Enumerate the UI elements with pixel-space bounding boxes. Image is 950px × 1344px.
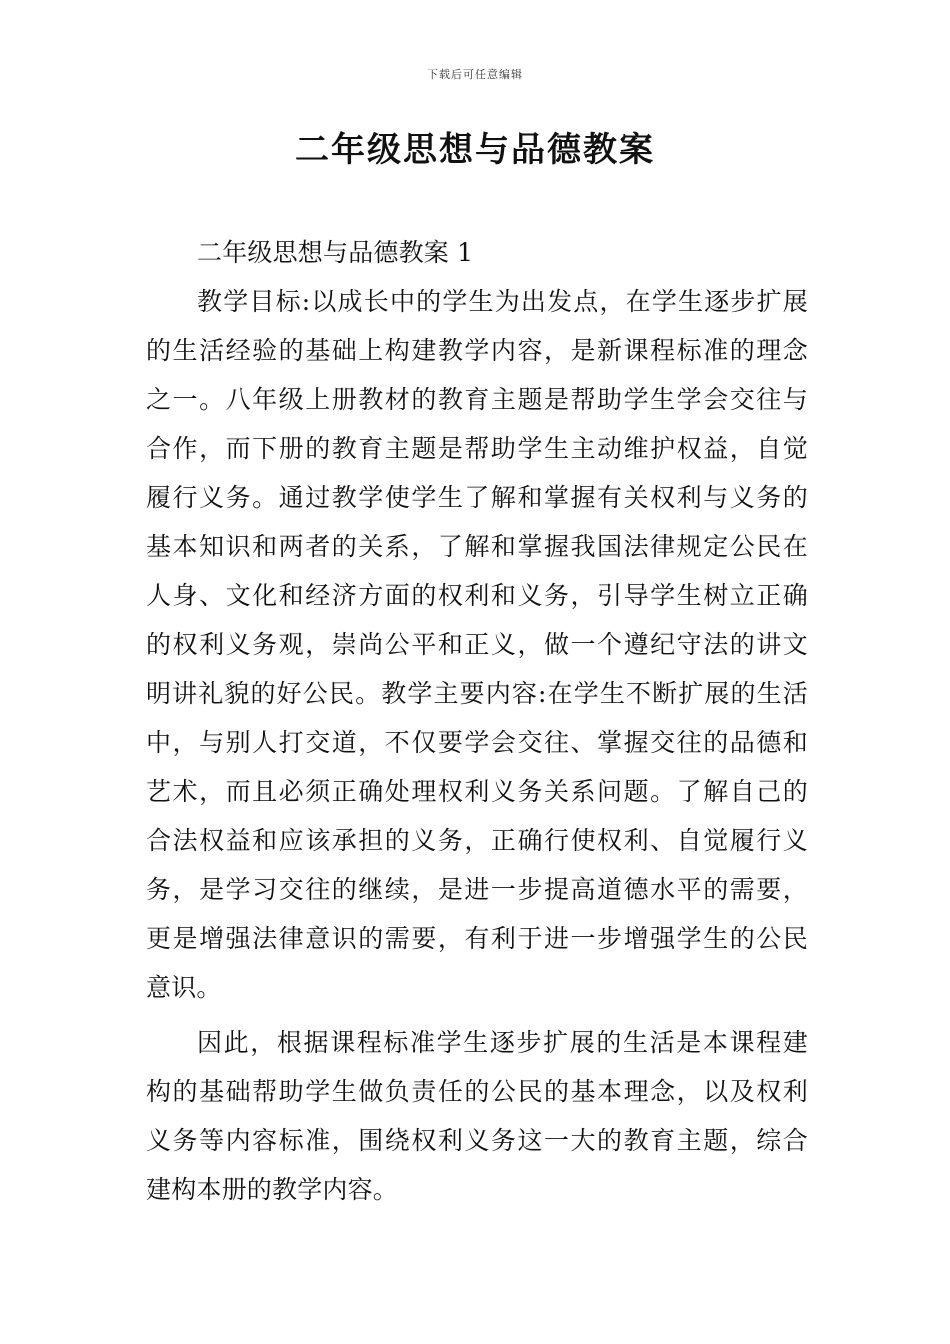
document-title: 二年级思想与品德教案 bbox=[295, 130, 655, 170]
paragraph-line: 务，是学习交往的继续，是进一步提高道德水平的需要， bbox=[146, 875, 808, 904]
paragraph-line: 的生活经验的基础上构建教学内容，是新课程标准的理念 bbox=[146, 336, 808, 365]
paragraph-line: 人身、文化和经济方面的权利和义务，引导学生树立正确 bbox=[146, 581, 808, 610]
paragraph-line: 更是增强法律意识的需要，有利于进一步增强学生的公民 bbox=[146, 924, 808, 953]
paragraph-line: 中，与别人打交道，不仅要学会交往、掌握交往的品德和 bbox=[146, 728, 808, 757]
paragraph-line: 建构本册的教学内容。 bbox=[146, 1175, 399, 1204]
paragraph-line: 教学目标:以成长中的学生为出发点，在学生逐步扩展 bbox=[197, 287, 808, 316]
paragraph-line: 履行义务。通过教学使学生了解和掌握有关权利与义务的 bbox=[146, 483, 808, 512]
paragraph-line: 构的基础帮助学生做负责任的公民的基本理念，以及权利 bbox=[146, 1077, 808, 1106]
paragraph-line: 明讲礼貌的好公民。教学主要内容:在学生不断扩展的生活 bbox=[146, 679, 808, 708]
paragraph-line: 合法权益和应该承担的义务，正确行使权利、自觉履行义 bbox=[146, 826, 808, 855]
paragraph-line: 义务等内容标准，围绕权利义务这一大的教育主题，综合 bbox=[146, 1126, 808, 1155]
section-heading: 二年级思想与品德教案 1 bbox=[197, 238, 474, 267]
header-note: 下载后可任意编辑 bbox=[427, 68, 523, 81]
paragraph-line: 基本知识和两者的关系，了解和掌握我国法律规定公民在 bbox=[146, 532, 808, 561]
document-body bbox=[146, 228, 808, 1214]
paragraph-line: 之一。八年级上册教材的教育主题是帮助学生学会交往与 bbox=[146, 385, 808, 414]
paragraph-1 bbox=[146, 277, 808, 1012]
paragraph-line: 因此，根据课程标准学生逐步扩展的生活是本课程建 bbox=[197, 1028, 808, 1057]
paragraph-line: 的权利义务观，崇尚公平和正义，做一个遵纪守法的讲文 bbox=[146, 630, 808, 659]
paragraph-2 bbox=[146, 1018, 808, 1214]
paragraph-line: 意识。 bbox=[146, 973, 222, 1002]
paragraph-line: 艺术，而且必须正确处理权利义务关系问题。了解自己的 bbox=[146, 777, 808, 806]
paragraph-line: 合作，而下册的教育主题是帮助学生主动维护权益，自觉 bbox=[146, 434, 808, 463]
